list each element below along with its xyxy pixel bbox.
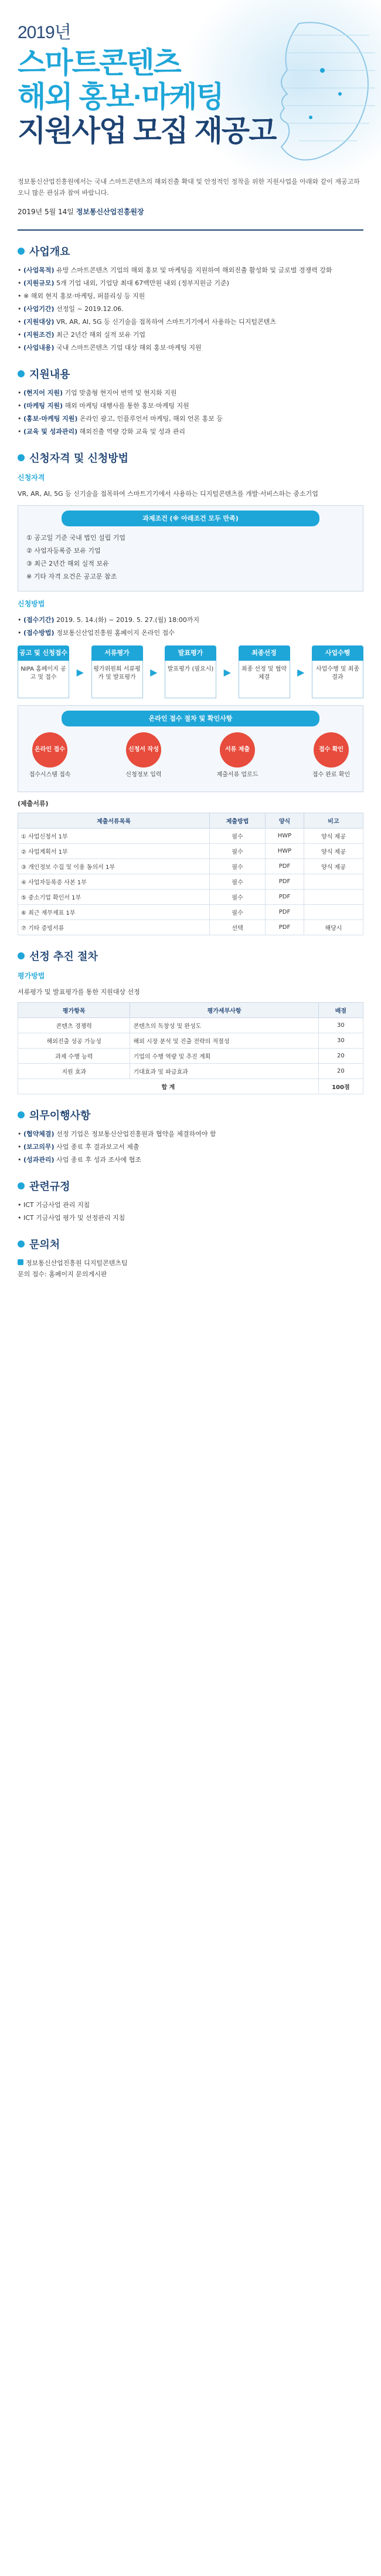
support-item-text: 해외 마케팅 대행사를 통한 홍보·마케팅 지원 — [64, 402, 189, 410]
flow-step-body: 최종 선정 및 협약체결 — [239, 661, 290, 698]
contact-line1 — [18, 1257, 363, 1269]
table-cell: 양식 제공 — [304, 844, 363, 859]
section-title — [18, 244, 363, 259]
section-eval — [18, 948, 363, 1094]
table-cell: 양식 제공 — [304, 859, 363, 874]
support-title: 지원내용 — [29, 369, 70, 381]
apply-item: • (접수방법) 정보통신산업진흥원 홈페이지 온라인 접수 — [18, 629, 175, 637]
section-apply — [18, 450, 363, 935]
table-cell: 필수 — [210, 829, 266, 844]
section-support — [18, 366, 363, 437]
table-cell: 필수 — [210, 859, 266, 874]
obligations-list — [18, 1128, 363, 1165]
apply-sub1: 신청자격 — [18, 474, 45, 482]
overview-item-label: (지원대상) — [23, 318, 55, 326]
process-flow — [18, 645, 363, 698]
overview-item: • (지원조건) 최근 2년간 해외 실적 보유 기업 — [18, 331, 146, 339]
table-cell: 필수 — [210, 844, 266, 859]
contact-title: 문의처 — [29, 1239, 60, 1251]
support-item: • (마케팅 지원) 해외 마케팅 대행사를 통한 홍보·마케팅 지원 — [18, 402, 189, 410]
apply-item-label: (접수기간) — [23, 616, 55, 624]
condition-item: ① 공고일 기준 국내 법인 설립 기업 — [26, 534, 125, 542]
table-row — [18, 859, 363, 874]
overview-item-text: VR, AR, AI, 5G 등 신기술을 접목하여 스마트기기에서 사용하는 디지털콘텐츠 — [56, 318, 276, 326]
flow-step — [165, 645, 216, 698]
related-title: 관련규정 — [29, 1181, 70, 1193]
docs-header-cell: 양식 — [266, 813, 304, 829]
overview-list — [18, 265, 363, 353]
docs-header-cell: 제출방법 — [210, 813, 266, 829]
apply-item-label: (접수방법) — [23, 629, 55, 637]
section-title — [18, 366, 363, 381]
table-row — [18, 890, 363, 905]
table-cell: ⑦ 기타 증빙서류 — [18, 920, 210, 935]
overview-item-text: ※ 해외 현지 홍보·마케팅, 퍼블리싱 등 지원 — [23, 292, 145, 300]
flow-step — [18, 645, 69, 698]
support-item-label: (교육 및 성과관리) — [23, 428, 78, 435]
table-row — [18, 920, 363, 935]
proc-step — [26, 732, 73, 779]
flow-step-head: 사업수행 — [312, 645, 363, 661]
condition-box-title: 과제조건 (※ 아래조건 모두 만족) — [62, 511, 319, 526]
support-item-label: (마케팅 지원) — [23, 402, 63, 410]
related-item: • ICT 기금사업 관리 지침 — [18, 1201, 90, 1209]
obligations-title: 의무이행사항 — [29, 1110, 91, 1122]
eval-text: 서류평가 및 발표평가를 통한 지원대상 선정 — [18, 988, 140, 996]
eval-header-cell: 평가세부사항 — [130, 1003, 318, 1018]
overview-item-text: 5개 기업 내외, 기업당 최대 67백만원 내외 (정부지원금 기준) — [56, 279, 229, 287]
table-cell: 지원 효과 — [18, 1064, 130, 1079]
section-contact — [18, 1236, 363, 1280]
table-cell: 해당시 — [304, 920, 363, 935]
eval-header-cell: 배점 — [318, 1003, 363, 1018]
support-item-label: (홍보·마케팅 지원) — [23, 415, 78, 422]
table-cell: ② 사업계획서 1부 — [18, 844, 210, 859]
proc-step — [308, 732, 355, 779]
docs-body — [18, 829, 363, 935]
flow-step-body: NIPA 홈페이지 공고 및 접수 — [18, 661, 69, 698]
table-row — [18, 1018, 363, 1033]
intro-date — [18, 207, 363, 217]
section-title — [18, 450, 363, 465]
table-cell: PDF — [266, 905, 304, 920]
overview-title: 사업개요 — [29, 246, 70, 258]
table-row — [18, 905, 363, 920]
contact-body — [18, 1257, 363, 1280]
table-cell: 콘텐츠의 독창성 및 완성도 — [130, 1018, 318, 1033]
flow-step — [312, 645, 363, 698]
related-item: • ICT 기금사업 평가 및 선정관리 지침 — [18, 1214, 125, 1222]
section-related — [18, 1178, 363, 1223]
online-process — [26, 732, 355, 779]
eval-header-cell: 평가항목 — [18, 1003, 130, 1018]
bullet-icon — [18, 1182, 25, 1189]
overview-item-label: (지원조건) — [23, 331, 55, 339]
eval-total-row — [18, 1079, 363, 1094]
condition-item: ② 사업자등록증 보유 기업 — [26, 547, 101, 555]
condition-list — [26, 532, 355, 582]
proc-step-circle: 접수 확인 — [314, 732, 349, 768]
support-item-label: (현지어 지원) — [23, 389, 63, 397]
contact-line2: 문의 접수: 홈페이지 문의게시판 — [18, 1270, 107, 1278]
proc-step — [214, 732, 261, 779]
table-cell: 20 — [318, 1049, 363, 1064]
eval-title: 선정 추진 절차 — [29, 951, 98, 963]
divider — [18, 229, 363, 231]
obligation-item: • (성과관리) 사업 종료 후 성과 조사에 협조 — [18, 1156, 142, 1164]
obligation-item-label: (협약체결) — [23, 1130, 55, 1138]
obligation-item-text: 선정 기업은 정보통신산업진흥원과 협약을 체결하여야 함 — [56, 1130, 216, 1138]
condition-box — [18, 505, 363, 591]
docs-header-row — [18, 813, 363, 829]
arrow-right-icon: ▶ — [297, 666, 305, 678]
flow-step-body: 평가위원회 서류평가 및 발표평가 — [91, 661, 143, 698]
flow-step — [239, 645, 290, 698]
overview-item-text: 유망 스마트콘텐츠 기업의 해외 홍보 및 마케팅을 지원하여 해외진출 활성화 및 글로벌 경쟁력 강화 — [56, 266, 332, 274]
section-title — [18, 1107, 363, 1123]
table-cell: PDF — [266, 920, 304, 935]
obligation-item-text: 사업 종료 후 성과 조사에 협조 — [56, 1156, 142, 1164]
table-cell: 해외진출 성공 가능성 — [18, 1033, 130, 1049]
table-cell: 30 — [318, 1018, 363, 1033]
hero-year: 2019년 — [18, 23, 71, 42]
support-item: • (교육 및 성과관리) 해외진출 역량 강화 교육 및 성과 관리 — [18, 428, 185, 435]
proc-step — [120, 732, 167, 779]
overview-item-text: 최근 2년간 해외 실적 보유 기업 — [56, 331, 146, 339]
table-cell — [304, 905, 363, 920]
table-cell: 필수 — [210, 890, 266, 905]
obligation-item-label: (성과관리) — [23, 1156, 55, 1164]
table-cell: PDF — [266, 874, 304, 890]
table-cell: 기업의 수행 역량 및 추진 계획 — [130, 1049, 318, 1064]
table-cell: 선택 — [210, 920, 266, 935]
flow-step-head: 최종선정 — [239, 645, 290, 661]
arrow-right-icon: ▶ — [223, 666, 231, 678]
table-cell: 양식 제공 — [304, 829, 363, 844]
phone-icon — [18, 1259, 23, 1265]
flow-step-head: 서류평가 — [91, 645, 143, 661]
proc-step-circle: 서류 제출 — [220, 732, 255, 768]
bullet-icon — [18, 248, 25, 255]
docs-header-cell: 제출서류목록 — [18, 813, 210, 829]
table-cell: 30 — [318, 1033, 363, 1049]
flow-step — [91, 645, 143, 698]
section-title — [18, 1236, 363, 1252]
docs-header-cell: 비고 — [304, 813, 363, 829]
apply-item-text: 정보통신산업진흥원 홈페이지 온라인 접수 — [56, 629, 175, 637]
proc-step-label: 접수 완료 확인 — [312, 772, 351, 778]
obligation-item-text: 사업 종료 후 결과보고서 제출 — [56, 1143, 140, 1151]
flow-step-body: 발표평가 (필요시) — [165, 661, 216, 698]
overview-item-text: 국내 스마트콘텐츠 기업 대상 해외 홍보·마케팅 지원 — [56, 344, 202, 351]
contact-line1-text: 정보통신산업진흥원 디지털콘텐츠팀 — [26, 1259, 128, 1267]
condition-item: ※ 기타 자격 요건은 공고문 참조 — [26, 573, 117, 580]
hero-banner — [0, 0, 381, 176]
docs-title-text: (제출서류) — [18, 800, 49, 807]
support-item-text: 온라인 광고, 인플루언서 마케팅, 해외 언론 홍보 등 — [79, 415, 223, 422]
obligation-item: • (보고의무) 사업 종료 후 결과보고서 제출 — [18, 1143, 140, 1151]
apply-title: 신청자격 및 신청방법 — [29, 452, 129, 465]
overview-item: • ※ 해외 현지 홍보·마케팅, 퍼블리싱 등 지원 — [18, 292, 145, 300]
table-cell — [304, 890, 363, 905]
proc-step-label: 신청정보 입력 — [125, 772, 162, 778]
apply-item: • (접수기간) 2019. 5. 14.(화) ~ 2019. 5. 27.(월) 18:00까지 — [18, 616, 200, 624]
proc-step-circle: 온라인 접수 — [32, 732, 67, 768]
table-row — [18, 844, 363, 859]
proc-step-circle: 신청서 작성 — [126, 732, 161, 768]
hero-title-line2: 해외 홍보·마케팅 — [18, 80, 223, 113]
intro-org: 정보통신산업진흥원장 — [76, 208, 144, 216]
eval-total-value: 100점 — [318, 1079, 363, 1094]
overview-item: • (사업목적) 유망 스마트콘텐츠 기업의 해외 홍보 및 마케팅을 지원하여 해외진출 활성화 및 글로벌 경쟁력 강화 — [18, 266, 332, 274]
table-row — [18, 829, 363, 844]
bullet-icon — [18, 370, 25, 377]
hero-title-line1: 스마트콘텐츠 — [18, 46, 181, 79]
overview-item: • (사업기간) 선정일 ~ 2019.12.06. — [18, 305, 124, 313]
obligation-item: • (협약체결) 선정 기업은 정보통신산업진흥원과 협약을 체결하여야 함 — [18, 1130, 216, 1138]
intro-date-value: 2019년 5월 14일 — [18, 208, 74, 216]
table-cell — [304, 874, 363, 890]
intro-text: 정보통신산업진흥원에서는 국내 스마트콘텐츠의 해외진출 확대 및 안정적인 정착을 위한 지원사업을 아래와 같이 재공고하오니 많은 관심과 참여 바랍니다. — [18, 178, 360, 197]
table-cell: ⑤ 중소기업 확인서 1부 — [18, 890, 210, 905]
apply-sub2: 신청방법 — [18, 600, 45, 608]
support-item-text: 해외진출 역량 강화 교육 및 성과 관리 — [79, 428, 185, 435]
eval-body — [18, 1018, 363, 1079]
table-cell: 해외 시장 분석 및 진출 전략의 적절성 — [130, 1033, 318, 1049]
table-cell: 필수 — [210, 874, 266, 890]
table-cell: HWP — [266, 844, 304, 859]
section-overview — [18, 244, 363, 353]
table-cell: ① 사업신청서 1부 — [18, 829, 210, 844]
section-obligations — [18, 1107, 363, 1165]
table-cell: 기대효과 및 파급효과 — [130, 1064, 318, 1079]
docs-table — [18, 813, 363, 935]
support-item: • (홍보·마케팅 지원) 온라인 광고, 인플루언서 마케팅, 해외 언론 홍보 등 — [18, 415, 223, 422]
bullet-icon — [18, 1240, 25, 1248]
table-cell: 필수 — [210, 905, 266, 920]
support-list — [18, 387, 363, 437]
online-process-box — [18, 705, 363, 792]
proc-step-label: 접수시스템 접속 — [29, 772, 71, 778]
support-item-text: 기업 맞춤형 현지어 번역 및 현지화 지원 — [64, 389, 177, 397]
condition-item: ③ 최근 2년간 해외 실적 보유 — [26, 560, 109, 567]
overview-item: • (지원규모) 5개 기업 내외, 기업당 최대 67백만원 내외 (정부지원금 기준) — [18, 279, 229, 287]
overview-item: • (사업내용) 국내 스마트콘텐츠 기업 대상 해외 홍보·마케팅 지원 — [18, 344, 202, 351]
related-list — [18, 1199, 363, 1223]
flow-step-head: 발표평가 — [165, 645, 216, 661]
overview-item-label: (사업기간) — [23, 305, 55, 313]
table-cell: 콘텐츠 경쟁력 — [18, 1018, 130, 1033]
overview-item-label: (사업내용) — [23, 344, 55, 351]
table-row — [18, 1049, 363, 1064]
apply-list — [18, 614, 363, 638]
flow-step-head: 공고 및 신청접수 — [18, 645, 69, 661]
eval-sub: 평가방법 — [18, 972, 45, 980]
table-row — [18, 1064, 363, 1079]
eval-header-row — [18, 1003, 363, 1018]
section-title — [18, 948, 363, 964]
overview-item-label: (사업목적) — [23, 266, 55, 274]
table-row — [18, 1033, 363, 1049]
online-process-title: 온라인 접수 절차 및 확인사항 — [62, 711, 319, 726]
overview-item-label: (지원규모) — [23, 279, 55, 287]
flow-step-body: 사업수행 및 최종결과 — [312, 661, 363, 698]
apply-item-text: 2019. 5. 14.(화) ~ 2019. 5. 27.(월) 18:00까지 — [56, 616, 200, 624]
table-cell: ③ 개인정보 수집 및 이용 동의서 1부 — [18, 859, 210, 874]
table-cell: 20 — [318, 1064, 363, 1079]
hero-title-line3: 지원사업 모집 재공고 — [18, 114, 276, 147]
arrow-right-icon: ▶ — [76, 666, 84, 678]
eval-table — [18, 1002, 363, 1094]
section-title — [18, 1178, 363, 1194]
proc-step-label: 제출서류 업로드 — [216, 772, 258, 778]
obligation-item-label: (보고의무) — [23, 1143, 55, 1151]
overview-item-text: 선정일 ~ 2019.12.06. — [56, 305, 124, 313]
arrow-right-icon: ▶ — [150, 666, 158, 678]
table-cell: 과제 수행 능력 — [18, 1049, 130, 1064]
table-cell: HWP — [266, 829, 304, 844]
eval-total-label: 합 계 — [18, 1079, 319, 1094]
overview-item: • (지원대상) VR, AR, AI, 5G 등 신기술을 접목하여 스마트기기에서 사용하는 디지털콘텐츠 — [18, 318, 276, 326]
bullet-icon — [18, 952, 25, 959]
table-row — [18, 874, 363, 890]
table-cell: ④ 사업자등록증 사본 1부 — [18, 874, 210, 890]
bullet-icon — [18, 454, 25, 461]
table-cell: PDF — [266, 890, 304, 905]
docs-title — [18, 798, 363, 809]
bullet-icon — [18, 1111, 25, 1118]
table-cell: PDF — [266, 859, 304, 874]
support-item: • (현지어 지원) 기업 맞춤형 현지어 번역 및 현지화 지원 — [18, 389, 177, 397]
qual-text: VR, AR, AI, 5G 등 신기술을 접목하여 스마트기기에서 사용하는 디지털콘텐츠를 개발·서비스하는 중소기업 — [18, 490, 318, 498]
table-cell: ⑥ 최근 재무제표 1부 — [18, 905, 210, 920]
